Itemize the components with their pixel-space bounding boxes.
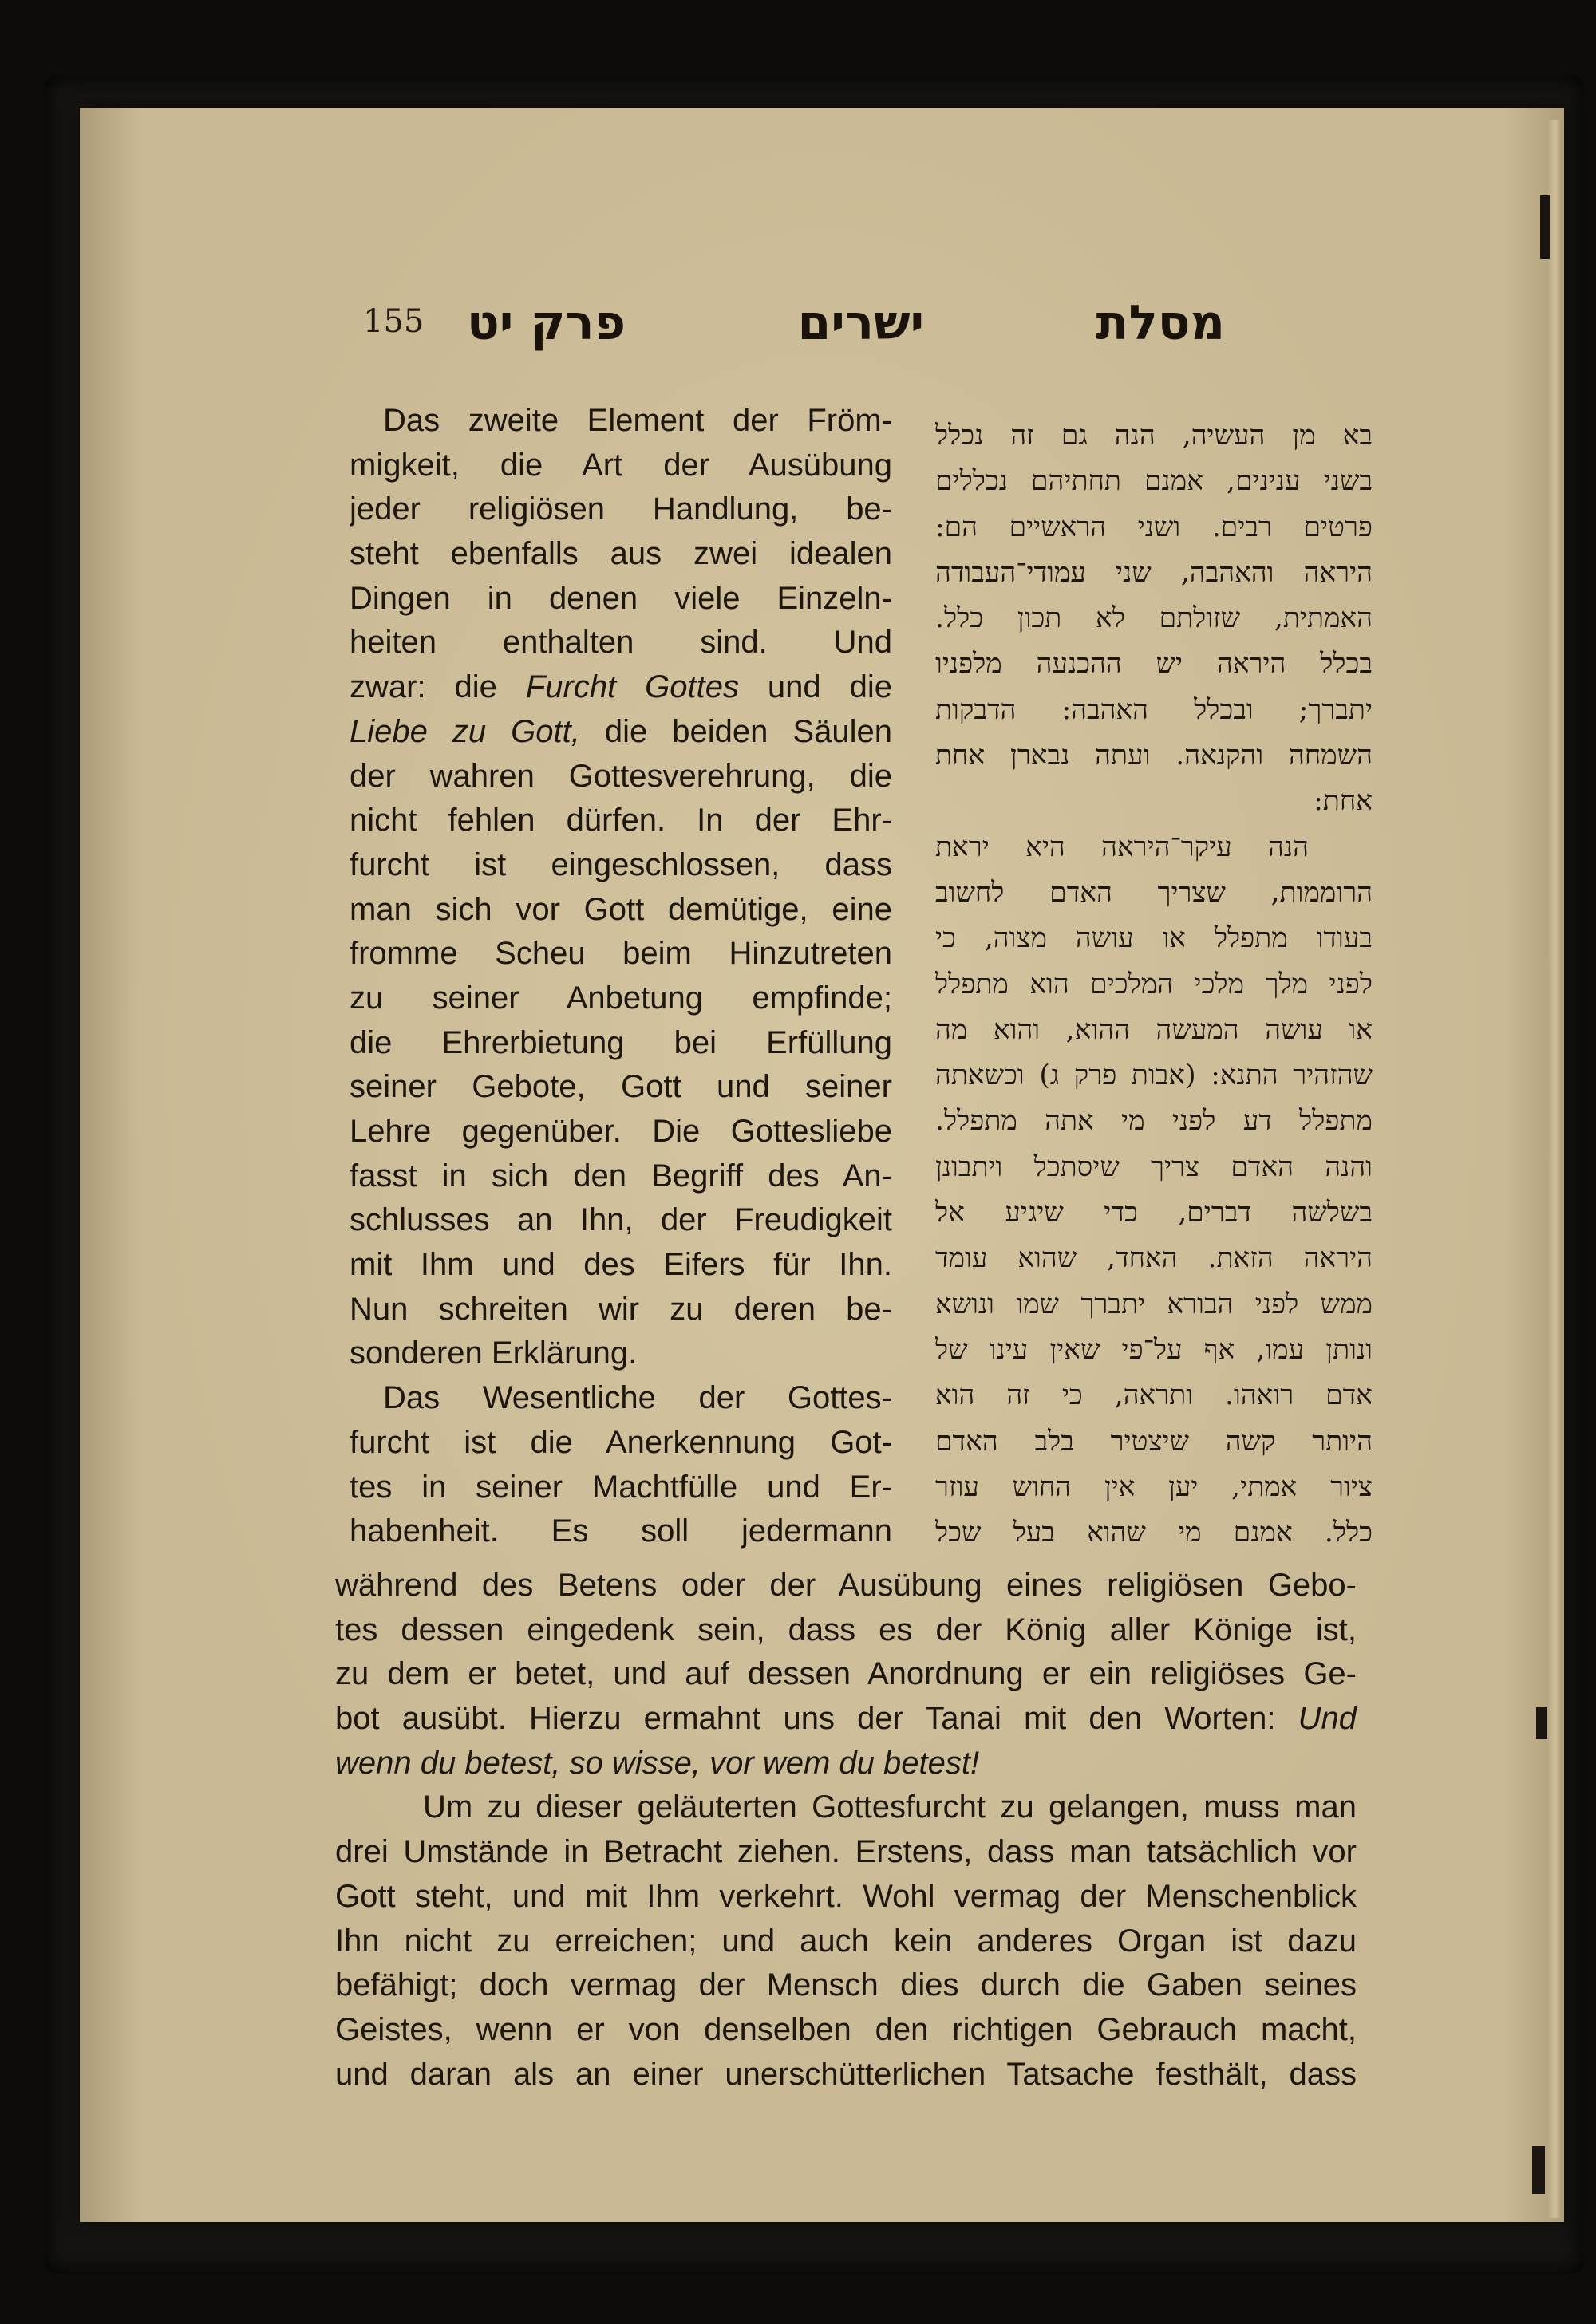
- line-text: ונותן עמו, אף על־פי שאין עינו של: [935, 1333, 1373, 1366]
- line-text: בכלל היראה יש ההכנעה מלפניו: [935, 648, 1373, 681]
- line-text: seiner Gebote, Gott und seiner: [350, 1069, 892, 1105]
- line-text: nicht fehlen dürfen. In der Ehr-: [350, 803, 892, 838]
- german-text-line: [350, 1288, 892, 1332]
- line-text: בשני ענינים, אמנם תחתיהם נכללים: [935, 465, 1373, 498]
- german-text-line: [350, 1332, 892, 1376]
- german-text-line: [350, 665, 892, 710]
- german-text-line: [350, 621, 892, 665]
- line-text: fromme Scheu beim Hinzutreten: [350, 936, 892, 972]
- hebrew-text-line: [935, 870, 1373, 916]
- full-width-text-line: [335, 1875, 1357, 1920]
- line-text: אדם רואהו. ותראה, כי זה הוא: [935, 1379, 1373, 1412]
- line-text: Geistes, wenn er von denselben den richtigen Gebrauch macht,: [335, 2011, 1357, 2047]
- full-width-text: [335, 1564, 1357, 2097]
- hebrew-text-line: [935, 550, 1373, 596]
- german-text-line: [350, 532, 892, 577]
- hebrew-text-line: [935, 641, 1373, 687]
- line-text: Ihn nicht zu erreichen; und auch kein anderes Organ ist dazu: [335, 1923, 1357, 1959]
- hebrew-text-line: [935, 688, 1373, 733]
- german-text-line: [350, 888, 892, 933]
- line-text: furcht ist eingeschlossen, dass: [350, 846, 892, 882]
- hebrew-text-line: [935, 1053, 1373, 1099]
- line-text: habenheit. Es soll jedermann: [350, 1513, 892, 1549]
- page-number: 155: [363, 303, 425, 340]
- binding-mark: [1532, 2146, 1545, 2194]
- line-text: bot ausübt. Hierzu ermahnt uns der Tanai mit den Worten:: [335, 1701, 1298, 1737]
- full-width-text-line: [335, 1652, 1357, 1697]
- german-text-line: [350, 755, 892, 799]
- running-title-word: מסלת: [1096, 295, 1225, 351]
- german-text-line: [350, 399, 892, 444]
- german-text-line: [350, 843, 892, 888]
- hebrew-text-line: [935, 916, 1373, 961]
- line-text: befähigt; doch vermag der Mensch dies durch die Gaben seines: [335, 1967, 1357, 2003]
- german-column: [350, 399, 892, 1554]
- hebrew-text-line: [935, 962, 1373, 1008]
- line-text: האמתית, שזולתם לא תכון כלל.: [935, 602, 1373, 635]
- binding-mark: [1536, 1707, 1547, 1739]
- hebrew-text-line: [935, 1190, 1373, 1236]
- line-text: יתברך; ובכלל האהבה: הדבקות: [935, 693, 1373, 726]
- german-text-line: [350, 1509, 892, 1554]
- line-text: והנה האדם צריך שיסתכל ויתבונן: [935, 1150, 1373, 1183]
- hebrew-text-line: [935, 1419, 1373, 1465]
- line-text: furcht ist die Anerkennung Got-: [350, 1424, 892, 1460]
- line-text: אחת:: [1314, 785, 1373, 818]
- line-text: zu seiner Anbetung empfinde;: [350, 980, 892, 1016]
- hebrew-text-line: [935, 1008, 1373, 1053]
- line-text: השמחה והקנאה. ועתה נבארן אחת: [935, 740, 1373, 772]
- german-text-line: [350, 444, 892, 488]
- hebrew-text-line: [935, 779, 1373, 824]
- line-text: steht ebenfalls aus zwei idealen: [350, 536, 892, 572]
- line-text: בא מן העשיה, הנה גם זה נכלל: [935, 420, 1373, 452]
- line-text: היראה והאהבה, שני עמודי־העבודה: [935, 556, 1373, 589]
- running-title-word: פרק יט: [467, 295, 626, 351]
- line-text: Gott steht, und mit Ihm verkehrt. Wohl vermag der Menschenblick: [335, 1878, 1357, 1914]
- hebrew-text-line: [935, 1282, 1373, 1328]
- line-text: tes dessen eingedenk sein, dass es der König aller Könige ist,: [335, 1612, 1357, 1647]
- german-text-line: [350, 1110, 892, 1154]
- german-text-line: [350, 487, 892, 532]
- german-text-line: [350, 710, 892, 755]
- hebrew-column: [935, 413, 1373, 1556]
- line-text: הרוממות, שצריך האדם לחשוב: [935, 876, 1373, 909]
- hebrew-text-line: [935, 596, 1373, 641]
- full-width-text-line: [335, 1963, 1357, 2008]
- line-text: zu dem er betet, und auf dessen Anordnung er ein religiöses Ge-: [335, 1656, 1357, 1692]
- line-text: בשלשה דברים, כדי שיגיע אל: [935, 1197, 1373, 1229]
- full-width-text-line: [335, 1920, 1357, 1964]
- german-text-line: [350, 1466, 892, 1510]
- hebrew-text-line: [935, 1373, 1373, 1418]
- german-text-line: [350, 1243, 892, 1288]
- page-header: [363, 295, 1225, 391]
- full-width-text-line: [335, 1608, 1357, 1653]
- line-text: migkeit, die Art der Ausübung: [350, 447, 892, 483]
- german-text-line: [350, 1376, 892, 1421]
- line-text: Das zweite Element der Fröm-: [383, 403, 892, 438]
- line-text: Dingen in denen viele Einzeln-: [350, 580, 892, 616]
- full-width-text-line: [335, 2053, 1357, 2097]
- line-text: heiten enthalten sind. Und: [350, 625, 892, 661]
- line-text: der wahren Gottesverehrung, die: [350, 758, 892, 794]
- line-text: Lehre gegenüber. Die Gottesliebe: [350, 1114, 892, 1149]
- full-width-text-line: [335, 1830, 1357, 1875]
- line-text: Um zu dieser geläuterten Gottesfurcht zu gelangen, muss man: [423, 1789, 1357, 1825]
- hebrew-text-line: [935, 413, 1373, 459]
- german-text-line: [350, 1154, 892, 1199]
- german-text-line: [350, 1065, 892, 1110]
- hebrew-text-line: [935, 1145, 1373, 1190]
- line-text: die Ehrerbietung bei Erfüllung: [350, 1024, 892, 1060]
- german-text-line: [350, 977, 892, 1021]
- line-text: פרטים רבים. ושני הראשיים הם:: [935, 511, 1373, 543]
- line-text: jeder religiösen Handlung, be-: [350, 491, 892, 527]
- hebrew-text-line: [935, 1236, 1373, 1281]
- line-text: היראה הזאת. האחד, שהוא עומד: [935, 1242, 1373, 1275]
- full-width-text-line: [335, 1785, 1357, 1830]
- emphasis-text: Liebe zu Gott,: [350, 713, 580, 749]
- line-text: הנה עיקר־היראה היא יראת: [935, 831, 1309, 863]
- line-text: כלל. אמנם מי שהוא בעל שכל: [935, 1517, 1373, 1549]
- german-text-line: [350, 1021, 892, 1066]
- line-text: לפני מלך מלכי המלכים הוא מתפלל: [935, 968, 1373, 1000]
- line-text: während des Betens oder der Ausübung eines religiösen Gebo-: [335, 1568, 1357, 1603]
- line-text: Das Wesentliche der Gottes-: [383, 1380, 892, 1416]
- line-text: או עושה המעשה ההוא, והוא מה: [935, 1013, 1373, 1046]
- german-text-line: [350, 1421, 892, 1466]
- line-text: und die: [738, 669, 892, 705]
- line-text: בעודו מתפלל או עושה מצוה, כי: [935, 922, 1373, 955]
- page-edge: [1548, 120, 1562, 2218]
- hebrew-text-line: [935, 1099, 1373, 1144]
- line-text: Nun schreiten wir zu deren be-: [350, 1291, 892, 1327]
- line-text: drei Umstände in Betracht ziehen. Erstens, dass man tatsächlich vor: [335, 1834, 1357, 1870]
- emphasis-text: Furcht Gottes: [525, 669, 739, 705]
- line-text: fasst in sich den Begriff des An-: [350, 1158, 892, 1194]
- german-text-line: [350, 932, 892, 977]
- line-text: ממש לפני הבורא יתברך שמו ונושא: [935, 1288, 1373, 1320]
- hebrew-text-line: [935, 1510, 1373, 1556]
- line-text: man sich vor Gott demütige, eine: [350, 891, 892, 927]
- line-text: היותר קשה שיצטיר בלב האדם: [935, 1425, 1373, 1458]
- line-text: שהזהיר התנא: (אבות פרק ג) וכשאתה: [935, 1059, 1373, 1092]
- line-text: tes in seiner Machtfülle und Er-: [350, 1469, 892, 1505]
- running-title-word: ישרים: [797, 295, 925, 351]
- binding-mark: [1540, 195, 1550, 259]
- german-text-line: [350, 577, 892, 621]
- hebrew-text-line: [935, 459, 1373, 504]
- line-text: mit Ihm und des Eifers für Ihn.: [350, 1247, 892, 1283]
- german-text-line: [350, 799, 892, 843]
- line-text: zwar: die: [350, 669, 526, 705]
- hebrew-text-line: [935, 733, 1373, 779]
- line-text: sonderen Erklärung.: [350, 1336, 638, 1371]
- line-text: ציור אמתי, יען אין החוש עוזר: [935, 1470, 1373, 1503]
- line-text: und daran als an einer unerschütterlichen Tatsache festhält, dass: [335, 2056, 1357, 2092]
- line-text: מתפלל דע לפני מי אתה מתפלל.: [935, 1105, 1373, 1138]
- hebrew-text-line: [935, 825, 1373, 870]
- hebrew-text-line: [935, 1328, 1373, 1373]
- running-title: [467, 295, 1225, 351]
- german-text-line: [350, 1198, 892, 1243]
- emphasis-text: wenn du betest, so wisse, vor wem du betest!: [335, 1745, 980, 1781]
- line-text: die beiden Säulen: [579, 713, 892, 749]
- full-width-text-line: [335, 2008, 1357, 2053]
- emphasis-text: Und: [1298, 1701, 1357, 1737]
- full-width-text-line: [335, 1697, 1357, 1742]
- full-width-text-line: [335, 1564, 1357, 1608]
- hebrew-text-line: [935, 1465, 1373, 1510]
- full-width-text-line: [335, 1742, 1357, 1786]
- hebrew-text-line: [935, 505, 1373, 550]
- line-text: schlusses an Ihn, der Freudigkeit: [350, 1202, 892, 1238]
